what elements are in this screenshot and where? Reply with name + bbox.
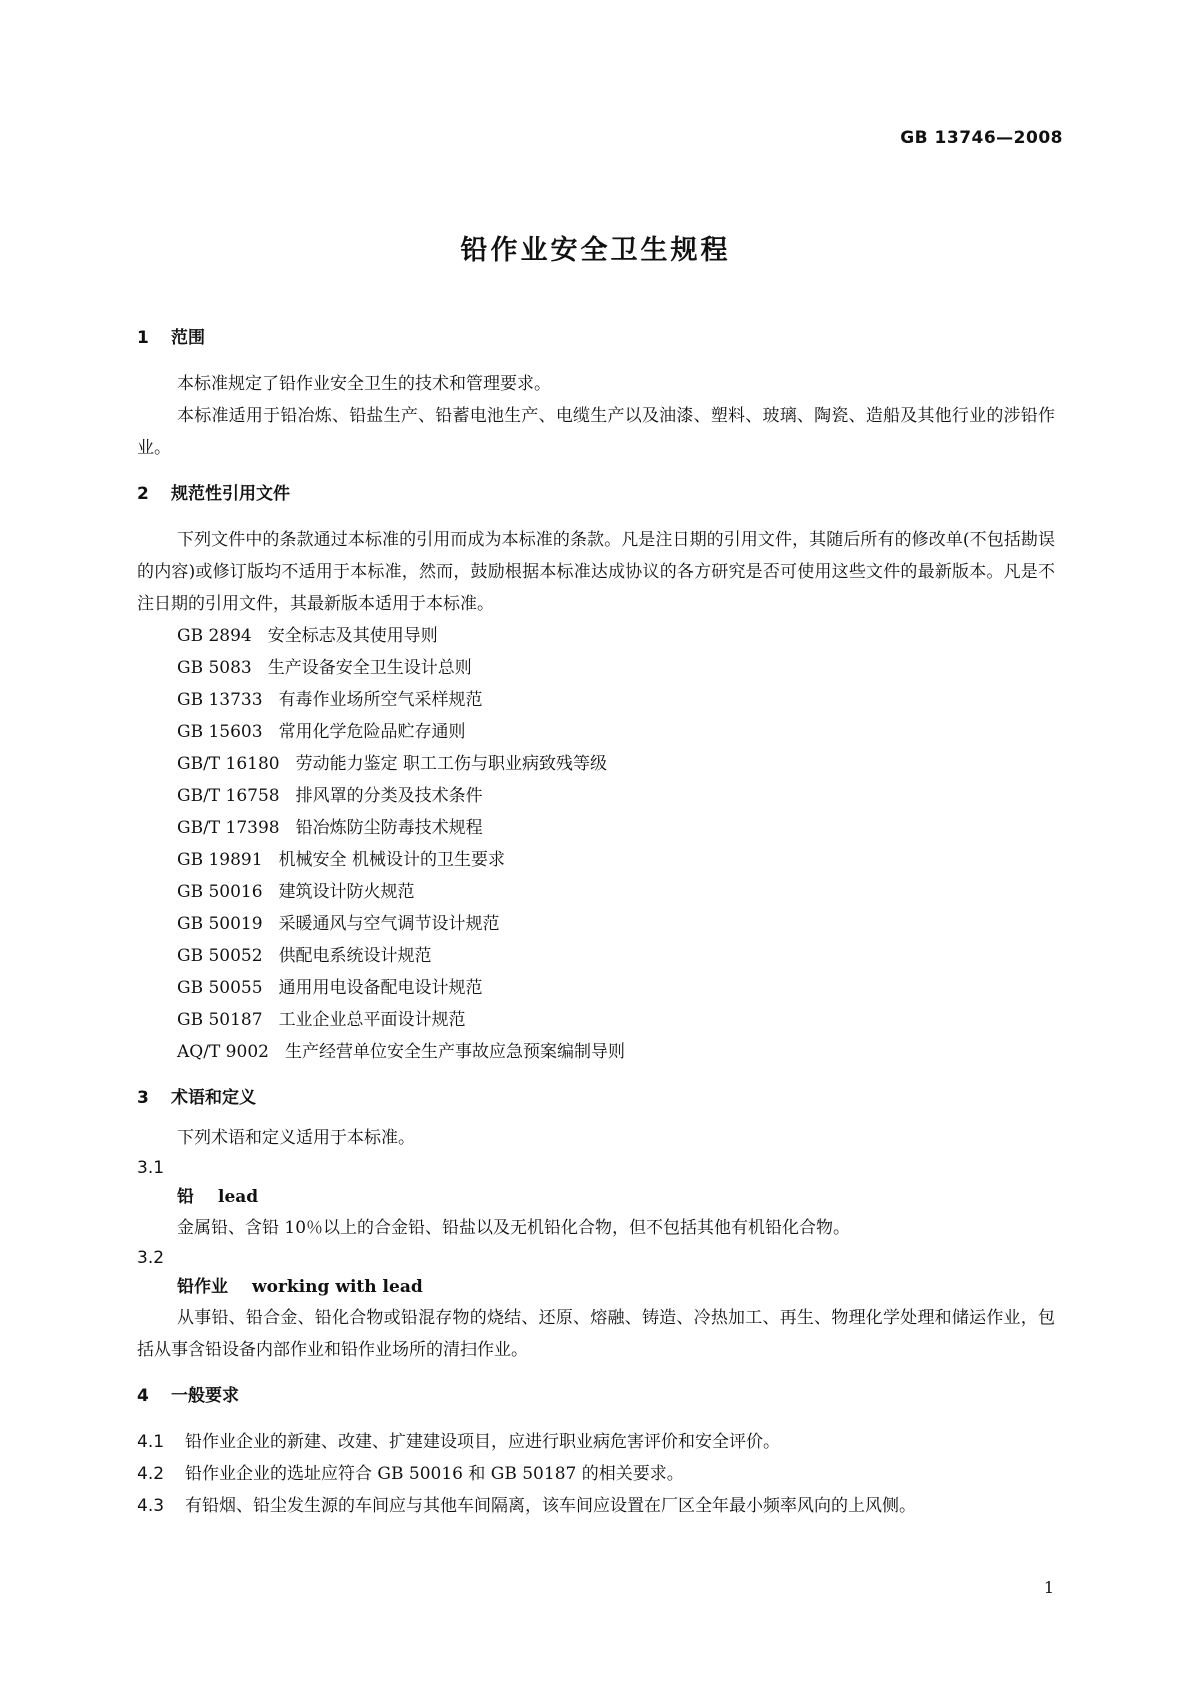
section-number: 2 xyxy=(137,484,149,504)
section-heading xyxy=(137,326,1055,350)
document-body xyxy=(137,326,1055,1522)
section-title: 术语和定义 xyxy=(171,1088,256,1108)
reference-name: 常用化学危险品贮存通则 xyxy=(278,722,466,742)
reference-code: GB 5083 xyxy=(177,658,252,678)
requirement-text: 铅作业企业的新建、改建、扩建建设项目，应进行职业病危害评价和安全评价。 xyxy=(185,1432,780,1452)
reference-code: GB 15603 xyxy=(177,722,263,742)
reference-item xyxy=(137,748,1055,780)
term-definition: 金属铅、含铅 10％以上的合金铅、铅盐以及无机铅化合物，但不包括其他有机铅化合物。 xyxy=(177,1218,851,1238)
reference-item xyxy=(137,876,1055,908)
reference-code: GB 2894 xyxy=(177,626,252,646)
reference-code: AQ/T 9002 xyxy=(177,1042,269,1062)
reference-name: 劳动能力鉴定 职工工伤与职业病致残等级 xyxy=(295,754,608,774)
term-chinese: 铅 xyxy=(177,1187,194,1207)
document-title: 铅作业安全卫生规程 xyxy=(460,235,731,266)
reference-code: GB/T 16758 xyxy=(177,786,280,806)
term-english: lead xyxy=(218,1187,259,1207)
section-number: 4 xyxy=(137,1386,149,1406)
requirement-number: 4.1 xyxy=(137,1432,165,1452)
requirement-number: 4.2 xyxy=(137,1464,165,1484)
page-number: 1 xyxy=(1043,1578,1054,1597)
section-number: 1 xyxy=(137,328,149,348)
requirement-number: 4.3 xyxy=(137,1496,165,1516)
reference-item xyxy=(137,684,1055,716)
section-heading xyxy=(137,482,1055,506)
reference-name: 有毒作业场所空气采样规范 xyxy=(278,690,483,710)
term-number: 3.1 xyxy=(137,1158,165,1178)
reference-code: GB 50055 xyxy=(177,978,263,998)
requirement-item xyxy=(137,1426,1055,1458)
paragraph: 下列文件中的条款通过本标准的引用而成为本标准的条款。凡是注日期的引用文件，其随后所有的修改单(不包括勘误的内容)或修订版均不适用于本标准，然而，鼓励根据本标准达成协议的各方研究是否可使用这些文件的最新版本。凡是不注日期的引用文件，其最新版本适用于本标准。 xyxy=(137,530,1055,614)
reference-code: GB 50016 xyxy=(177,882,263,902)
reference-name: 铅冶炼防尘防毒技术规程 xyxy=(295,818,483,838)
reference-name: 建筑设计防火规范 xyxy=(278,882,415,902)
section-title: 范围 xyxy=(171,328,205,348)
requirement-item xyxy=(137,1458,1055,1490)
term-chinese: 铅作业 xyxy=(177,1277,228,1297)
requirement-text: 铅作业企业的选址应符合 GB 50016 和 GB 50187 的相关要求。 xyxy=(185,1464,684,1484)
reference-code: GB 50187 xyxy=(177,1010,263,1030)
reference-name: 生产经营单位安全生产事故应急预案编制导则 xyxy=(284,1042,625,1062)
reference-item xyxy=(137,908,1055,940)
reference-item xyxy=(137,620,1055,652)
reference-name: 生产设备安全卫生设计总则 xyxy=(267,658,472,678)
reference-code: GB 19891 xyxy=(177,850,263,870)
section-title: 规范性引用文件 xyxy=(171,484,290,504)
standard-code: GB 13746—2008 xyxy=(900,128,1063,148)
reference-code: GB 13733 xyxy=(177,690,263,710)
requirement-item xyxy=(137,1490,1055,1522)
section-heading xyxy=(137,1384,1055,1408)
reference-code: GB 50052 xyxy=(177,946,263,966)
reference-item xyxy=(137,972,1055,1004)
paragraph: 下列术语和定义适用于本标准。 xyxy=(177,1128,415,1148)
term-number: 3.2 xyxy=(137,1248,165,1268)
reference-item xyxy=(137,812,1055,844)
reference-item xyxy=(137,1036,1055,1068)
reference-code: GB/T 17398 xyxy=(177,818,280,838)
term-heading xyxy=(137,1182,1055,1212)
reference-code: GB/T 16180 xyxy=(177,754,280,774)
reference-item xyxy=(137,1004,1055,1036)
reference-name: 工业企业总平面设计规范 xyxy=(278,1010,466,1030)
section-heading xyxy=(137,1086,1055,1110)
reference-name: 采暖通风与空气调节设计规范 xyxy=(278,914,500,934)
paragraph: 本标准适用于铅冶炼、铅盐生产、铅蓄电池生产、电缆生产以及油漆、塑料、玻璃、陶瓷、造船及其他行业的涉铅作业。 xyxy=(137,406,1055,458)
reference-name: 通用用电设备配电设计规范 xyxy=(278,978,483,998)
term-definition: 从事铅、铅合金、铅化合物或铅混存物的烧结、还原、熔融、铸造、冷热加工、再生、物理化学处理和储运作业，包括从事含铅设备内部作业和铅作业场所的清扫作业。 xyxy=(137,1308,1055,1360)
reference-item xyxy=(137,844,1055,876)
reference-name: 排风罩的分类及技术条件 xyxy=(295,786,483,806)
section-number: 3 xyxy=(137,1088,149,1108)
reference-name: 机械安全 机械设计的卫生要求 xyxy=(278,850,505,870)
paragraph: 本标准规定了铅作业安全卫生的技术和管理要求。 xyxy=(177,374,551,394)
reference-code: GB 50019 xyxy=(177,914,263,934)
requirement-text: 有铅烟、铅尘发生源的车间应与其他车间隔离，该车间应设置在厂区全年最小频率风向的上风侧。 xyxy=(185,1496,916,1516)
reference-item xyxy=(137,780,1055,812)
term-heading xyxy=(137,1272,1055,1302)
reference-name: 供配电系统设计规范 xyxy=(278,946,432,966)
section-title: 一般要求 xyxy=(171,1386,239,1406)
reference-item xyxy=(137,716,1055,748)
reference-name: 安全标志及其使用导则 xyxy=(267,626,438,646)
reference-item xyxy=(137,940,1055,972)
term-english: working with lead xyxy=(252,1277,423,1297)
reference-item xyxy=(137,652,1055,684)
reference-list xyxy=(137,620,1055,1068)
